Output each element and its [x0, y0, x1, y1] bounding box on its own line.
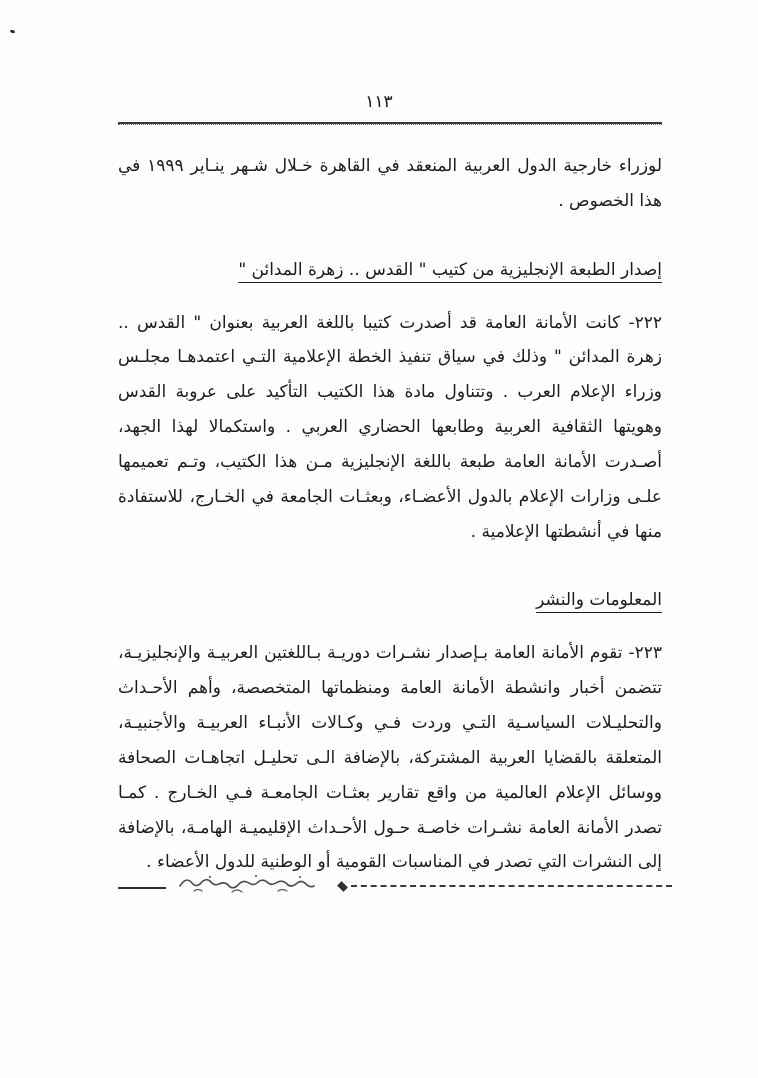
- paragraph-intro: لوزراء خارجية الدول العربية المنعقد في القاهرة خـلال شـهر ينـاير ١٩٩٩ في هذا الخصوص .: [118, 156, 662, 211]
- page-number: ١١٣: [365, 92, 393, 112]
- header-rule: [118, 122, 662, 125]
- footer-dashed-rule: [338, 882, 672, 891]
- page-footer: [118, 866, 672, 896]
- section-heading-english-edition: إصدار الطبعة الإنجليزية من كتيب " القدس .. زهرة المدائن ": [238, 259, 662, 280]
- paragraph-222: ٢٢٢- كانت الأمانة العامة قد أصدرت كتيبا باللغة العربية بعنوان " القدس .. زهرة المدائن " وذلك في سياق تنفيذ الخطة الإعلامية التـي اعتمدهـا مجلـس وزراء الإعلام العرب . وتتناول مادة هذا الكتيب التأكيد على عروبة القدس وهويتها الثقافية العربية وطابعها الحضاري العربي . واستكمالا لهذا الجهد، أصـدرت الأمانة العامة طبعة باللغة الإنجليزية مـن هذا الكتيب، وتـم تعميمها علـى وزارات الإعلام بالدول الأعضـاء، وبعثـات الجامعة في الخـارج، للاستفادة منها في أنشطتها الإعلامية .: [118, 312, 662, 542]
- page-header: [0, 0, 758, 125]
- footer-short-rule: [118, 887, 166, 889]
- footer-dashed-line: [351, 885, 672, 887]
- footer-diamond-mark: [337, 881, 348, 892]
- section-heading-information-publishing: المعلومات والنشر: [536, 590, 662, 611]
- paragraph-223: ٢٢٣- تقوم الأمانة العامة بـإصدار نشـرات دوريـة بـاللغتين العربيـة والإنجليزيـة، تتضمن أخبار وانشطة الأمانة العامة ومنظماتها المتخصصة، وأهم الأحـداث والتحليـلات السياسـية التـي وردت فـي وكـالات الأنبـاء العربيـة والأجنبيـة، المتعلقة بالقضايا العربية المشتركة، بالإضافة الـى تحليـل اتجاهـات الصحافة ووسائل الإعلام العالمية من واقع تقارير بعثـات الجامعـة فـي الخـارج . كمـا تصدر الأمانة العامة نشـرات خاصـة حـول الأحـداث الإقليميـة الهامـة، بالإضافة إلى النشرات التي تصدر في المناسبات القومية أو الوطنية للدول الأعضاء .: [118, 643, 662, 873]
- document-body: [118, 149, 662, 880]
- handwritten-signature: [174, 866, 324, 896]
